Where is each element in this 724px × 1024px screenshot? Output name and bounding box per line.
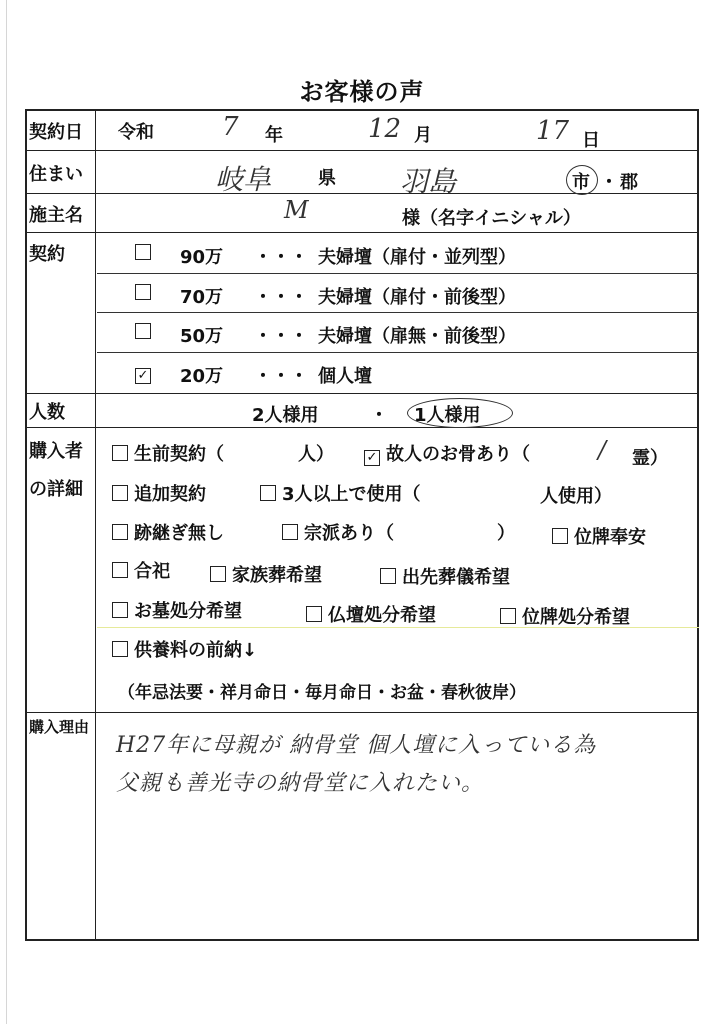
checkbox[interactable] [552,528,568,544]
option-label: 霊） [632,448,668,469]
contract-option-price: 90万 [180,247,224,268]
option-label: 生前契約（ [134,444,224,465]
page-edge [6,0,7,1024]
checkbox[interactable] [135,323,151,339]
grave-disposal-option[interactable] [112,597,242,623]
reason-label: 購入理由 [29,718,90,736]
day-value[interactable]: 17 [536,116,570,146]
contract-option-20[interactable] [135,362,157,384]
option-label: 故人のお骨あり（ [386,444,530,465]
era-label: 令和 [118,122,154,143]
option-label: 出先葬儀希望 [402,567,510,588]
city-option[interactable]: 市 [572,172,590,193]
month-unit: 月 [414,125,432,146]
day-unit: 日 [582,130,600,151]
altar-disposal-option[interactable] [306,601,436,627]
no-successor-option[interactable] [112,519,224,545]
page-title: お客様の声 [299,78,425,106]
pre-need-contract-option[interactable] [112,440,224,466]
option-divider [97,273,699,274]
checkbox[interactable] [306,606,322,622]
remains-present-option[interactable] [364,440,530,466]
checkbox[interactable] [282,524,298,540]
details-label-line2: の詳細 [29,479,83,500]
details-label-line1: 購入者 [29,441,83,462]
row-divider [25,193,699,194]
contract-option-desc: 夫婦壇（扉付・前後型） [318,287,516,308]
reason-text-line1[interactable]: H27年に母親が 納骨堂 個人壇に入っている為 [116,733,597,758]
people-option-two[interactable]: 2人様用 [252,405,319,426]
client-name-label: 施主名 [29,205,83,226]
option-label: 位牌処分希望 [522,607,630,628]
contract-option-dots: ・・・ [254,247,308,268]
row-divider [25,712,699,713]
row-divider [25,393,699,394]
address-label: 住まい [29,164,83,185]
contract-option-price: 20万 [180,366,224,387]
contract-option-dots: ・・・ [254,287,308,308]
option-divider [97,352,699,353]
month-value[interactable]: 12 [368,114,402,144]
three-plus-users-option[interactable] [260,480,421,506]
option-label: お墓処分希望 [134,601,242,622]
memorial-tablet-option[interactable] [552,523,646,549]
memorial-events-note: （年忌法要・祥月命日・毎月命日・お盆・春秋彼岸） [118,683,526,703]
city-value[interactable]: 羽島 [400,165,457,198]
people-option-one[interactable]: 1人様用 [414,405,481,426]
contract-option-50[interactable] [135,322,157,343]
option-label: 宗派あり（ [304,523,394,544]
checkbox[interactable] [112,562,128,578]
checkbox[interactable] [260,485,276,501]
onsite-funeral-option[interactable] [380,563,510,589]
year-value[interactable]: 7 [222,112,239,142]
option-label: 供養料の前納↓ [134,640,258,661]
checkbox[interactable] [380,568,396,584]
option-label: 家族葬希望 [232,565,322,586]
additional-contract-option[interactable] [112,480,206,506]
district-option[interactable]: 郡 [620,172,638,193]
checkbox[interactable] [112,524,128,540]
checkbox[interactable] [500,608,516,624]
option-label: 仏壇処分希望 [328,605,436,626]
prepaid-memorial-option[interactable] [112,636,257,662]
checkbox[interactable] [112,641,128,657]
contract-option-desc: 夫婦壇（扉無・前後型） [318,326,516,347]
checkbox[interactable] [112,445,128,461]
checkbox[interactable] [210,566,226,582]
people-label: 人数 [29,402,65,423]
checkbox[interactable] [112,602,128,618]
option-label: ） [497,523,515,544]
checkbox-checked[interactable]: ✓ [364,450,380,466]
year-unit: 年 [265,125,283,146]
contract-label: 契約 [29,244,65,265]
checkbox[interactable] [135,284,151,300]
label-column-divider [95,109,96,941]
family-funeral-option[interactable] [210,561,322,587]
religious-sect-option[interactable] [282,519,394,545]
client-name-suffix: 様（名字イニシャル） [402,208,581,229]
contract-option-desc: 個人壇 [318,366,372,387]
contract-option-price: 50万 [180,326,224,347]
tablet-disposal-option[interactable] [500,603,630,629]
row-divider [25,232,699,233]
contract-option-price: 70万 [180,287,224,308]
prefecture-value[interactable]: 岐阜 [215,163,272,196]
prefecture-unit: 県 [318,168,336,189]
contract-option-dots: ・・・ [254,366,308,387]
client-name-value[interactable]: M [284,196,309,224]
checkbox-checked[interactable]: ✓ [135,368,151,384]
reason-text-line2[interactable]: 父親も善光寺の納骨堂に入れたい。 [116,771,485,796]
address-separator: ・ [600,172,618,193]
option-label: 人） [298,444,334,465]
contract-option-90[interactable] [135,243,157,264]
contract-option-dots: ・・・ [254,326,308,347]
option-label: 跡継ぎ無し [134,523,224,544]
option-label: 追加契約 [134,484,206,505]
option-divider [97,312,699,313]
joint-burial-option[interactable] [112,557,170,583]
option-label: 位牌奉安 [574,527,646,548]
spirits-count-value[interactable]: / [598,436,607,464]
option-label: 3人以上で使用（ [282,484,421,505]
contract-option-desc: 夫婦壇（扉付・並列型） [318,247,516,268]
option-label: 合祀 [134,561,170,582]
people-separator: ・ [370,405,388,426]
row-divider [25,427,699,428]
checkbox[interactable] [112,485,128,501]
contract-date-label: 契約日 [29,122,83,143]
checkbox[interactable] [135,244,151,260]
option-label: 人使用） [540,486,612,507]
contract-option-70[interactable] [135,283,157,304]
